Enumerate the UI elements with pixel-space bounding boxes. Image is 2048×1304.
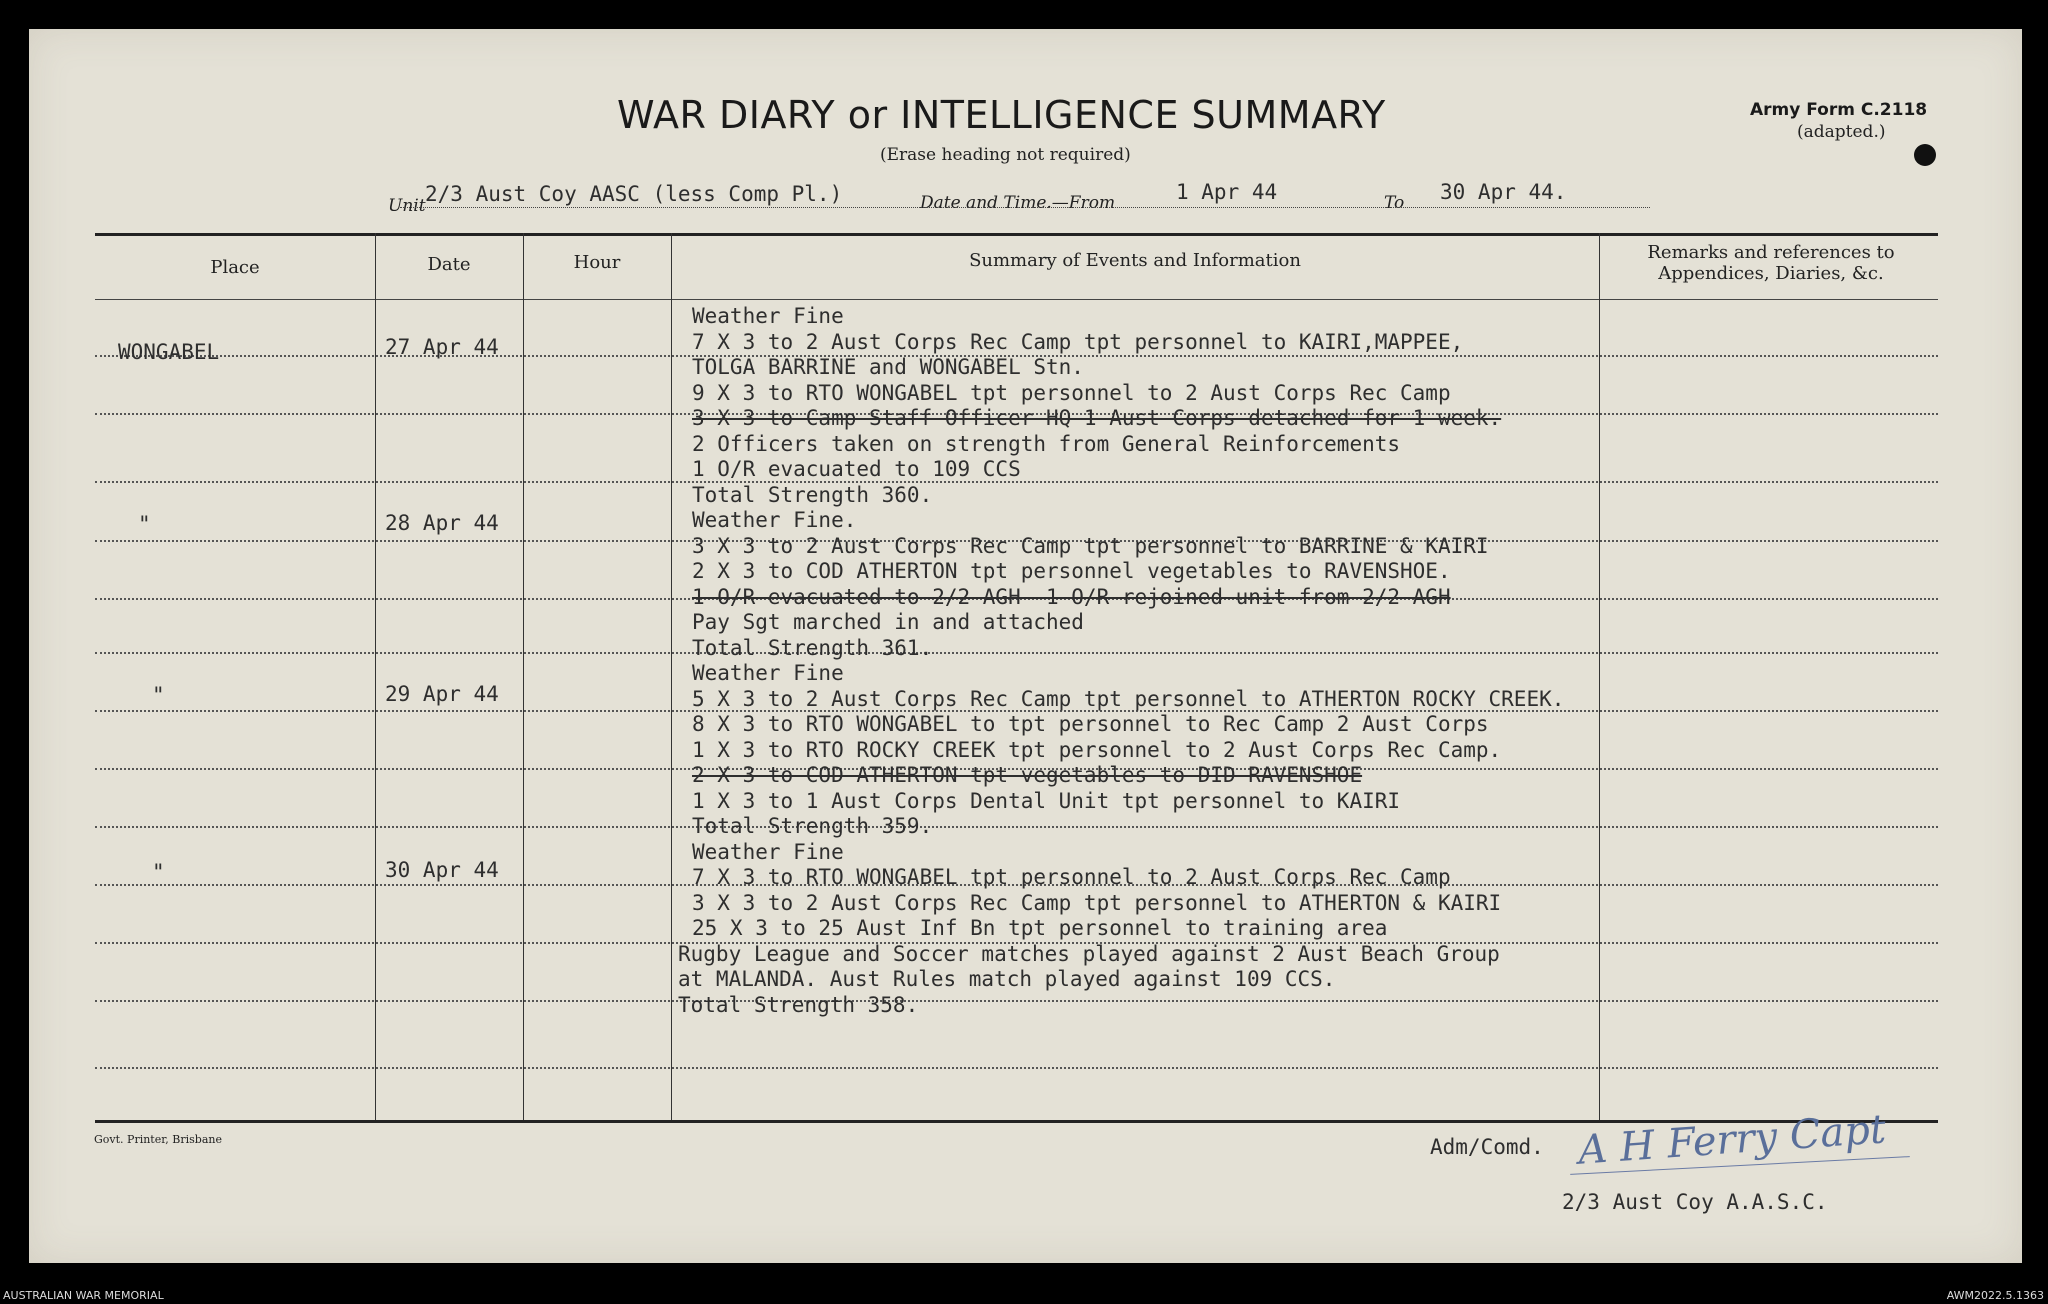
summary-line: Weather Fine.	[692, 508, 857, 532]
place-cell: "	[152, 683, 165, 707]
page-title: WAR DIARY or INTELLIGENCE SUMMARY	[617, 93, 1386, 137]
summary-line: 3 X 3 to 2 Aust Corps Rec Camp tpt personnel to BARRINE & KAIRI	[692, 533, 1489, 558]
column-divider	[1599, 233, 1600, 1120]
to-label: To	[1384, 193, 1405, 213]
date-cell: 28 Apr 44	[385, 511, 499, 535]
summary-line: 25 X 3 to 25 Aust Inf Bn tpt personnel to training area	[692, 916, 1388, 940]
summary-line: 2 Officers taken on strength from General Reinforcements	[692, 431, 1401, 456]
column-header-summary: Summary of Events and Information	[969, 250, 1301, 271]
printer-note: Govt. Printer, Brisbane	[94, 1133, 222, 1146]
summary-line: 7 X 3 to 2 Aust Corps Rec Camp tpt personnel to KAIRI,MAPPEE,	[692, 329, 1464, 354]
place-cell: WONGABEL	[118, 340, 220, 364]
summary-line: Weather Fine	[692, 304, 844, 328]
summary-line: 7 X 3 to RTO WONGABEL tpt personnel to 2 Aust Corps Rec Camp	[692, 865, 1451, 889]
summary-line: 2 X 3 to COD ATHERTON tpt personnel vegetables to RAVENSHOE.	[692, 559, 1451, 583]
punch-hole-icon	[1914, 144, 1936, 166]
summary-line: 8 X 3 to RTO WONGABEL to tpt personnel to Rec Camp 2 Aust Corps	[692, 712, 1489, 736]
page-subtitle: (Erase heading not required)	[880, 145, 1131, 165]
header-rule	[95, 299, 1938, 300]
archive-credit: AUSTRALIAN WAR MEMORIAL	[3, 1289, 164, 1302]
form-number: Army Form C.2118	[1750, 100, 1928, 120]
date-cell: 30 Apr 44	[385, 858, 499, 882]
column-header-hour: Hour	[573, 252, 621, 273]
summary-line: 1 O/R evacuated to 2/2 AGH -1 O/R rejoined unit from 2/2 AGH	[692, 584, 1451, 609]
column-header-remarks: Remarks and references to Appendices, Diaries, &c.	[1647, 242, 1895, 284]
summary-line: 9 X 3 to RTO WONGABEL tpt personnel to 2 Aust Corps Rec Camp	[692, 380, 1451, 405]
summary-line: 3 X 3 to Camp Staff Officer HQ 1 Aust Corps detached for 1 week.	[692, 406, 1502, 430]
column-header-place: Place	[210, 257, 260, 278]
unit-underline	[400, 207, 1650, 208]
adm-label: Adm/Comd.	[1430, 1135, 1544, 1159]
signature: A H Ferry Capt	[1576, 1106, 1888, 1174]
column-divider	[375, 233, 376, 1120]
summary-line: 1 O/R evacuated to 109 CCS	[692, 457, 1021, 481]
date-cell: 29 Apr 44	[385, 682, 499, 706]
datetime-label: Date and Time.—From	[920, 193, 1116, 213]
summary-line: 1 X 3 to 1 Aust Corps Dental Unit tpt personnel to KAIRI	[692, 788, 1401, 813]
summary-line: at MALANDA. Aust Rules match played against 109 CCS.	[678, 967, 1336, 991]
ruled-line	[95, 1067, 1938, 1069]
summary-line: Total Strength 361.	[692, 635, 933, 660]
place-cell: "	[152, 860, 165, 884]
column-divider	[671, 233, 672, 1120]
summary-line: Total Strength 359.	[692, 814, 933, 838]
table-top-rule	[95, 233, 1938, 236]
form-note: (adapted.)	[1797, 122, 1886, 142]
summary-line: Total Strength 358.	[678, 992, 919, 1017]
to-date: 30 Apr 44.	[1440, 180, 1567, 204]
column-divider	[523, 233, 524, 1120]
summary-line: Weather Fine	[692, 839, 844, 864]
column-header-date: Date	[427, 254, 471, 275]
summary-line: 3 X 3 to 2 Aust Corps Rec Camp tpt personnel to ATHERTON & KAIRI	[692, 890, 1502, 915]
summary-line: Rugby League and Soccer matches played against 2 Aust Beach Group	[678, 941, 1500, 966]
unit-label: Unit	[388, 196, 426, 216]
place-cell: "	[138, 512, 151, 536]
archive-reference: AWM2022.5.1363	[1946, 1289, 2044, 1302]
unit-value: 2/3 Aust Coy AASC (less Comp Pl.)	[425, 182, 843, 206]
summary-line: TOLGA BARRINE and WONGABEL Stn.	[692, 355, 1084, 379]
summary-text	[678, 304, 1565, 1018]
summary-line: 1 X 3 to RTO ROCKY CREEK tpt personnel to 2 Aust Corps Rec Camp.	[692, 737, 1502, 762]
unit-signoff: 2/3 Aust Coy A.A.S.C.	[1562, 1190, 1828, 1214]
summary-line: Weather Fine	[692, 661, 844, 685]
summary-line: Pay Sgt marched in and attached	[692, 610, 1084, 634]
from-date: 1 Apr 44	[1176, 180, 1278, 204]
summary-line: 2 X 3 to COD ATHERTON tpt vegetables to DID RAVENSHOE	[692, 763, 1363, 787]
date-cell: 27 Apr 44	[385, 335, 499, 359]
summary-line: Total Strength 360.	[692, 482, 933, 507]
summary-line: 5 X 3 to 2 Aust Corps Rec Camp tpt personnel to ATHERTON ROCKY CREEK.	[692, 686, 1565, 711]
